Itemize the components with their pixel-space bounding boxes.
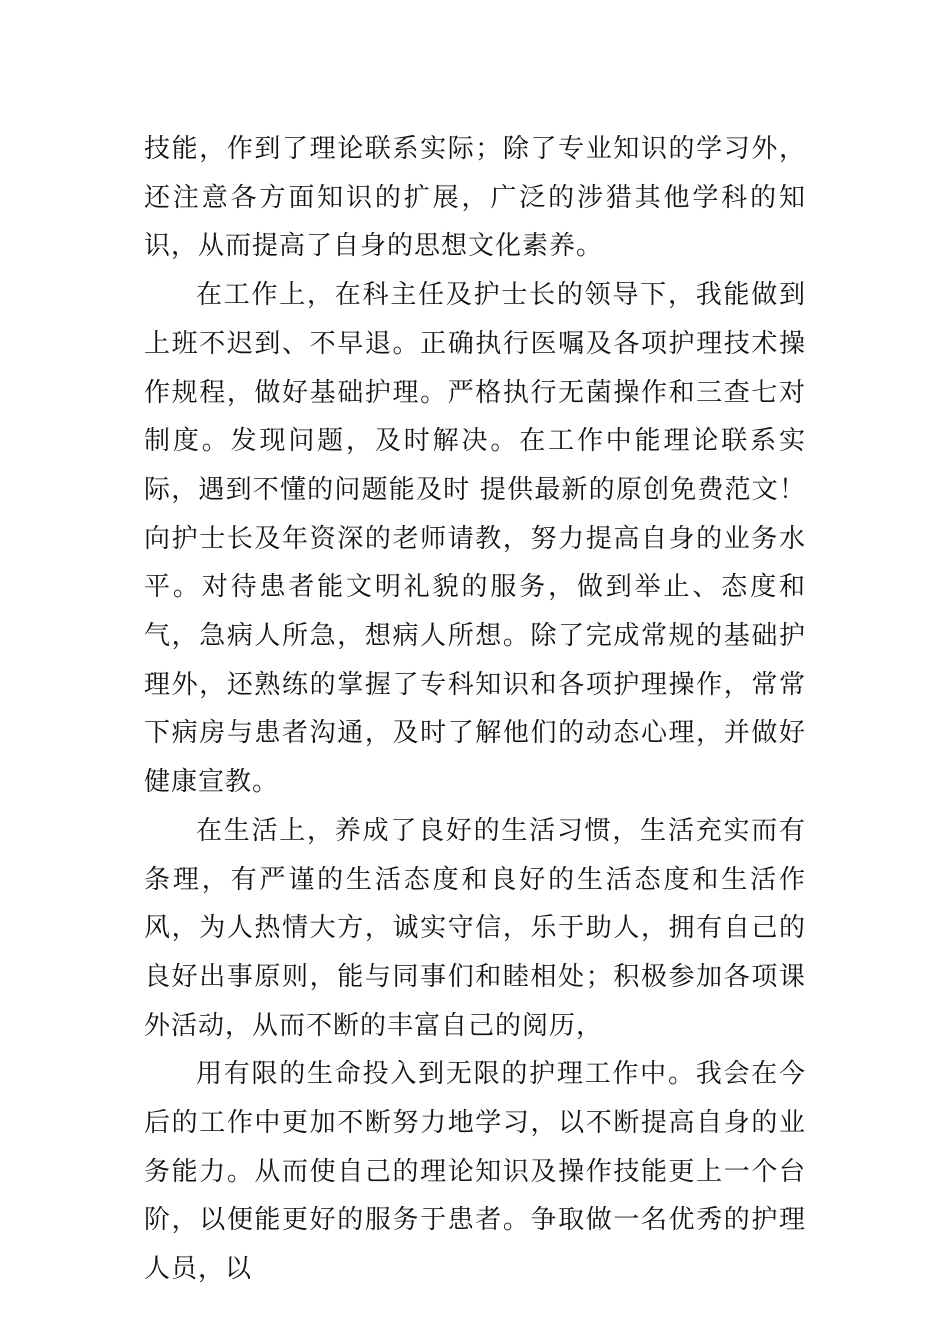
paragraph-work: 在工作上，在科主任及护士长的领导下，我能做到上班不迟到、不早退。正确执行医嘱及各项护理技术操作规程，做好基础护理。严格执行无菌操作和三查七对制度。发现问题，及时解决。在工作中能理论联系实际，遇到不懂的问题能及时 提供最新的原创免费范文！向护士长及年资深的老师请教，努力提高自身的业务水平。对待患者能文明礼貌的服务，做到举止、态度和气，急病人所急，想病人所想。除了完成常规的基础护理外，还熟练的掌握了专科知识和各项护理操作，常常下病房与患者沟通，及时了解他们的动态心理，并做好健康宣教。 [144,280,806,798]
paragraph-future: 用有限的生命投入到无限的护理工作中。我会在今后的工作中更加不断努力地学习，以不断提高自身的业务能力。从而使自己的理论知识及操作技能更上一个台阶，以便能更好的服务于患者。争取做一名优秀的护理人员，以 [144,1059,806,1285]
paragraph-continuation: 技能，作到了理论联系实际；除了专业知识的学习外，还注意各方面知识的扩展，广泛的涉猎其他学科的知识，从而提高了自身的思想文化素养。 [144,134,806,262]
paragraph-life: 在生活上，养成了良好的生活习惯，生活充实而有条理，有严谨的生活态度和良好的生活态度和生活作风，为人热情大方，诚实守信，乐于助人，拥有自己的良好出事原则，能与同事们和睦相处；积极参加各项课外活动，从而不断的丰富自己的阅历， [144,815,806,1041]
document-body [144,125,806,1294]
